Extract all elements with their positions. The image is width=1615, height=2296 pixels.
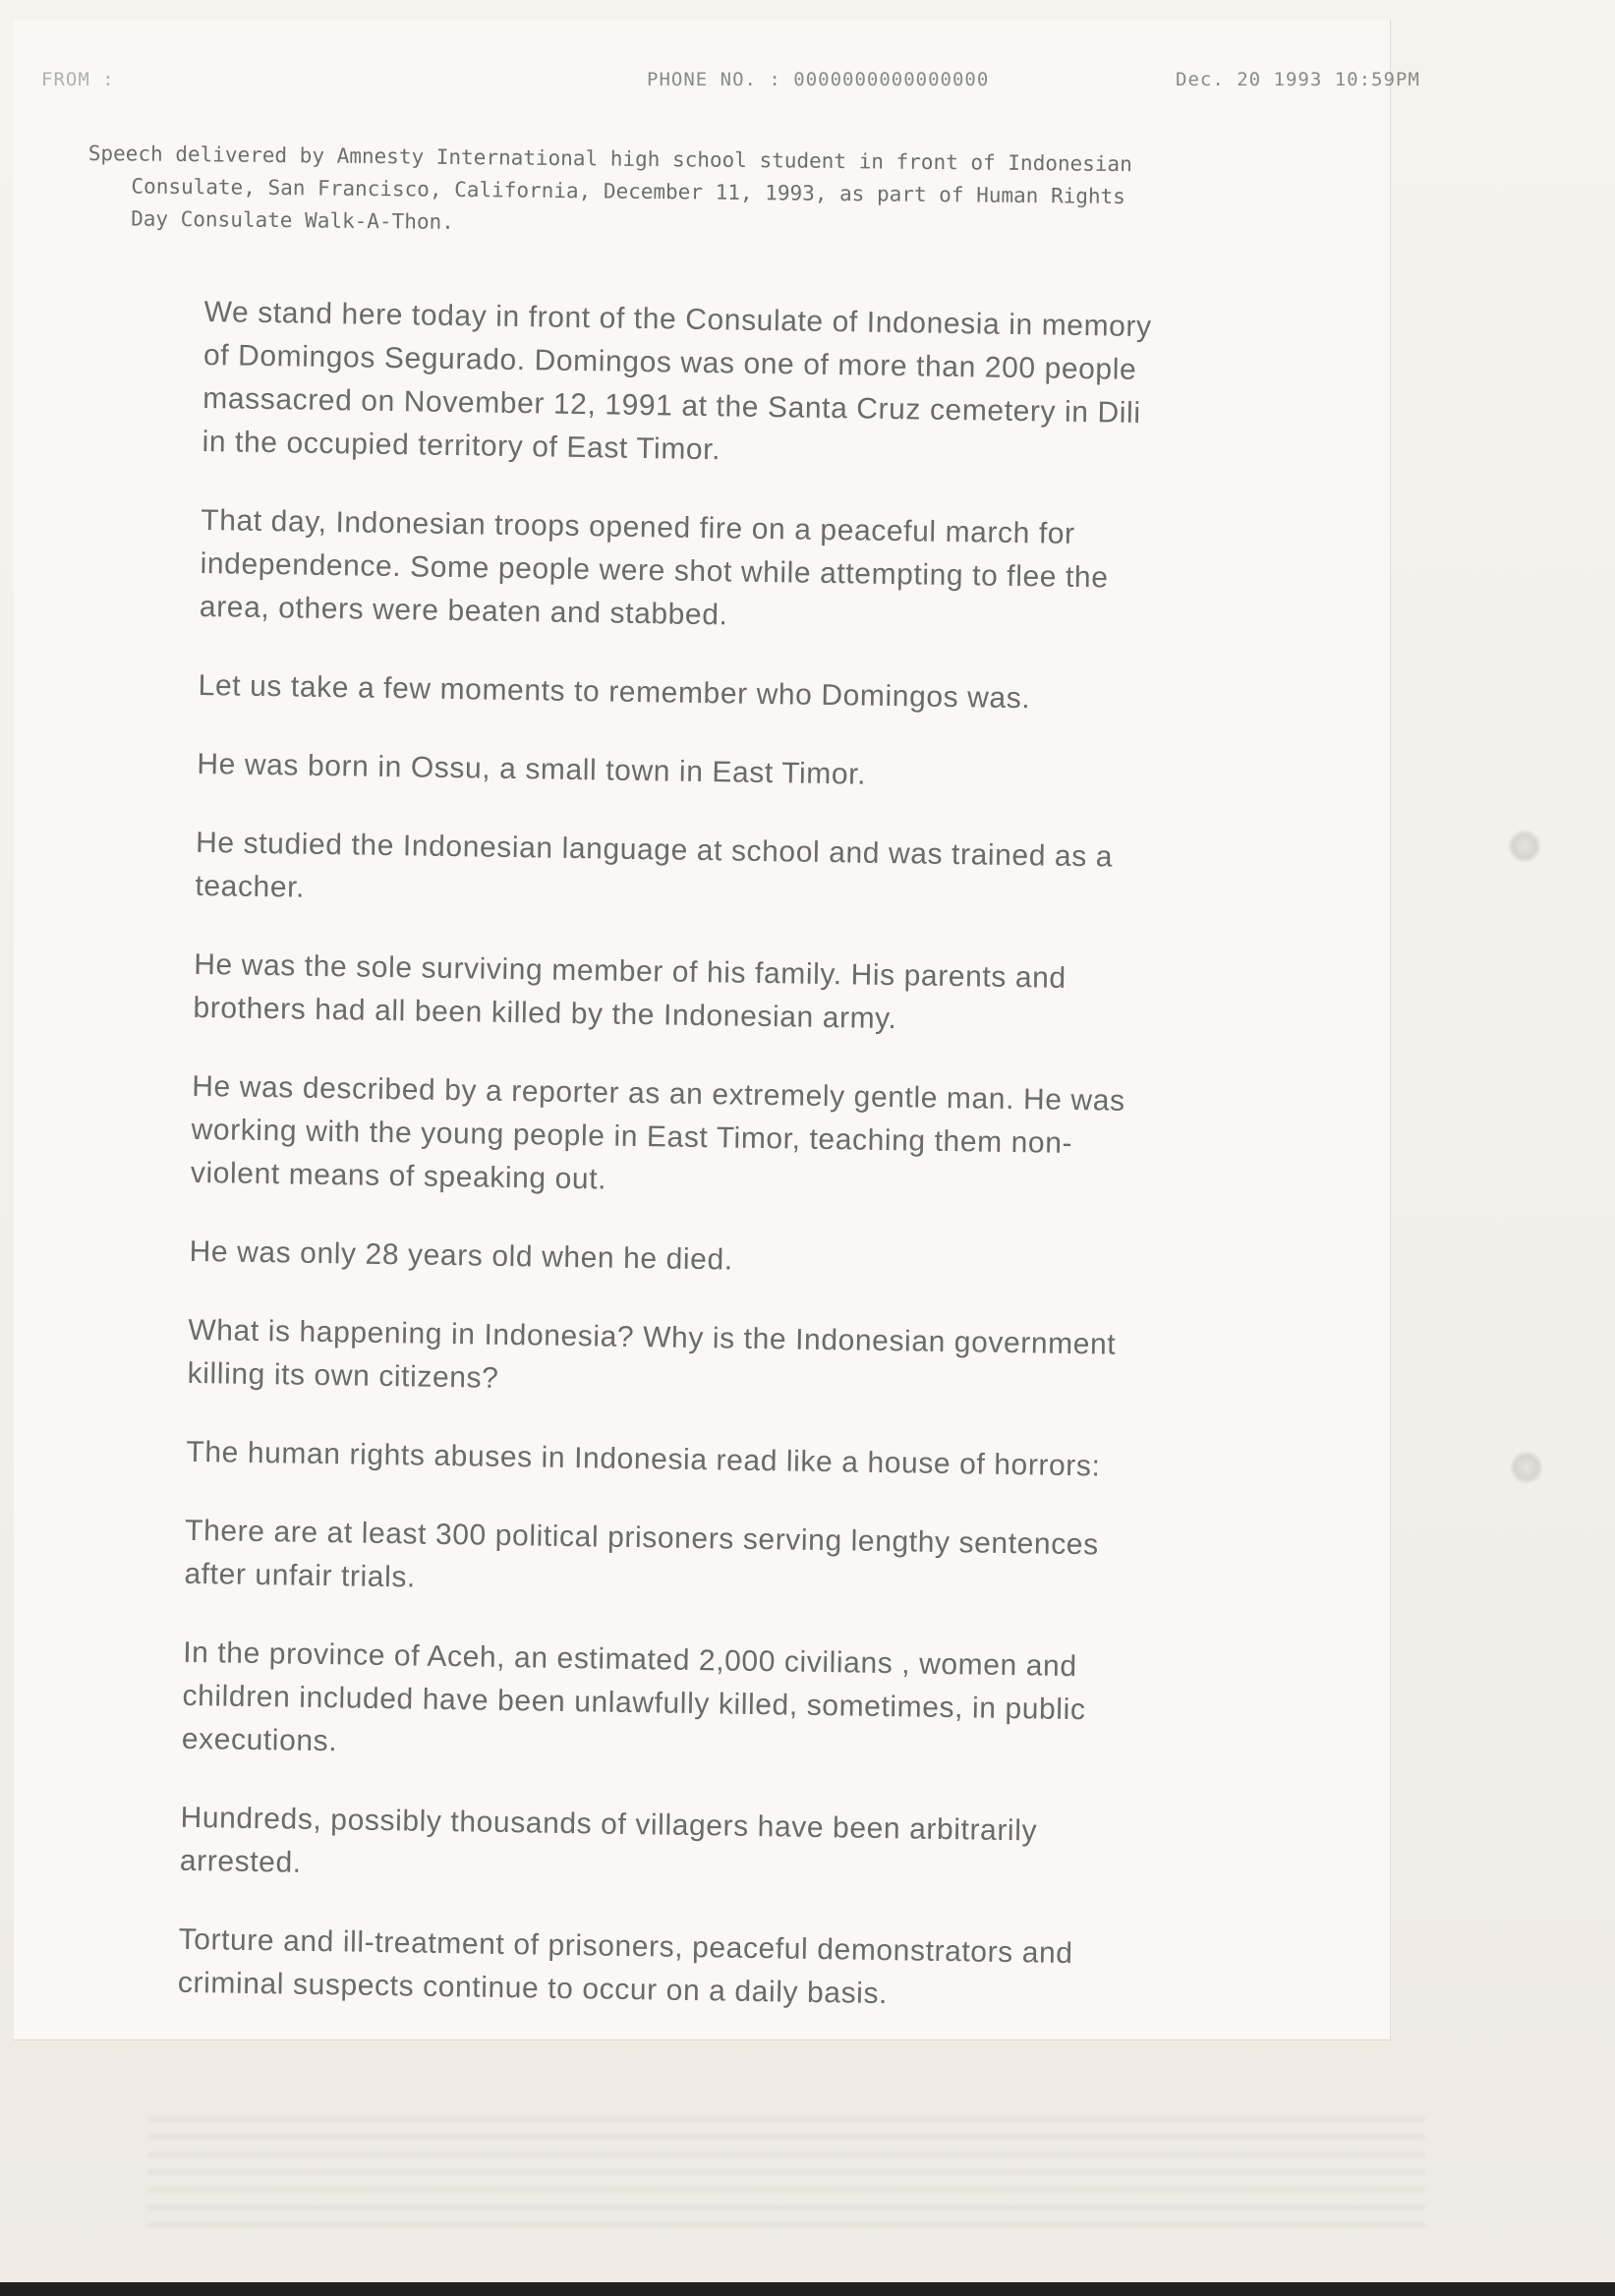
intro-line: Speech delivered by Amnesty International high school student in front of Indonesian xyxy=(87,141,1132,177)
paragraph-line: arrested. xyxy=(179,1844,302,1879)
paragraph-line: violent means of speaking out. xyxy=(190,1156,607,1196)
paragraph-line: Hundreds, possibly thousands of villagers have been arbitrarily xyxy=(180,1801,1038,1848)
speech-paragraph xyxy=(198,664,1447,727)
paragraph-line: There are at least 300 political prisoners serving lengthy sentences xyxy=(184,1514,1099,1562)
paragraph-line: That day, Indonesian troops opened fire on a peaceful march for xyxy=(201,503,1075,550)
paragraph-line: independence. Some people were shot while attempting to flee the xyxy=(200,546,1109,595)
paragraph-line: The human rights abuses in Indonesia read like a house of horrors: xyxy=(186,1435,1101,1483)
paragraph-line: brothers had all been killed by the Indonesian army. xyxy=(193,991,897,1036)
bleed-through-footer xyxy=(147,2113,1425,2241)
paragraph-line: He was described by a reporter as an extremely gentle man. He was xyxy=(192,1069,1125,1118)
paragraph-line: He was the sole surviving member of his family. His parents and xyxy=(193,947,1067,995)
paragraph-line: Torture and ill-treatment of prisoners, peaceful demonstrators and xyxy=(178,1923,1073,1971)
paragraph-line: in the occupied territory of East Timor. xyxy=(202,425,721,467)
paragraph-line: area, others were beaten and stabbed. xyxy=(199,590,728,632)
paragraph-line: We stand here today in front of the Consulate of Indonesia in memory xyxy=(203,295,1152,344)
paragraph-line: children included have been unlawfully killed, sometimes, in public xyxy=(182,1679,1086,1727)
paragraph-line: He was born in Ossu, a small town in East Timor. xyxy=(197,747,867,791)
speech-paragraph xyxy=(182,1632,1432,1781)
paragraph-line: criminal suspects continue to occur on a daily basis. xyxy=(177,1966,889,2011)
speech-paragraph xyxy=(202,291,1453,484)
speech-paragraph xyxy=(200,499,1450,649)
paragraph-line: massacred on November 12, 1991 at the Santa Cruz cemetery in Dili xyxy=(202,381,1141,430)
paragraph-line: of Domingos Segurado. Domingos was one of more than 200 people xyxy=(202,338,1137,386)
intro-line: Consulate, San Francisco, California, December 11, 1993, as part of Human Rights xyxy=(131,174,1126,209)
paragraph-line: He was only 28 years old when he died. xyxy=(189,1234,733,1277)
paragraph-line: executions. xyxy=(181,1722,338,1758)
speech-paragraph xyxy=(178,1919,1427,2025)
speech-intro xyxy=(87,138,1484,250)
speech-paragraph xyxy=(197,743,1446,806)
speech-paragraph xyxy=(193,944,1442,1050)
paragraph-line: Let us take a few moments to remember who Domingos was. xyxy=(198,668,1031,716)
fax-phone-number: PHONE NO. : 0000000000000000 xyxy=(647,69,990,90)
fax-date-time: Dec. 20 1993 10:59PM xyxy=(1176,69,1420,90)
intro-line: Day Consulate Walk-A-Thon. xyxy=(131,206,454,234)
paragraph-line: after unfair trials. xyxy=(184,1557,417,1594)
scan-smudge-mark xyxy=(1510,1451,1543,1484)
paragraph-line: He studied the Indonesian language at school and was trained as a xyxy=(195,826,1114,874)
speech-paragraph xyxy=(180,1797,1429,1903)
fax-from-label: FROM : xyxy=(41,69,115,90)
speech-paragraph xyxy=(186,1431,1435,1494)
speech-body xyxy=(177,291,1453,2060)
paragraph-line: teacher. xyxy=(195,869,306,904)
speech-paragraph xyxy=(184,1510,1433,1616)
paragraph-line: In the province of Aceh, an estimated 2,000 civilians , women and xyxy=(182,1636,1077,1684)
scan-smudge-mark xyxy=(1508,830,1541,863)
speech-paragraph xyxy=(189,1231,1438,1293)
speech-paragraph xyxy=(191,1065,1441,1215)
speech-paragraph xyxy=(187,1309,1436,1415)
paragraph-line: killing its own citizens? xyxy=(187,1356,499,1395)
speech-paragraph xyxy=(195,822,1444,928)
paragraph-line: What is happening in Indonesia? Why is the Indonesian government xyxy=(188,1313,1117,1361)
paragraph-line: working with the young people in East Timor, teaching them non- xyxy=(191,1113,1073,1160)
scan-bottom-edge xyxy=(0,2282,1615,2296)
